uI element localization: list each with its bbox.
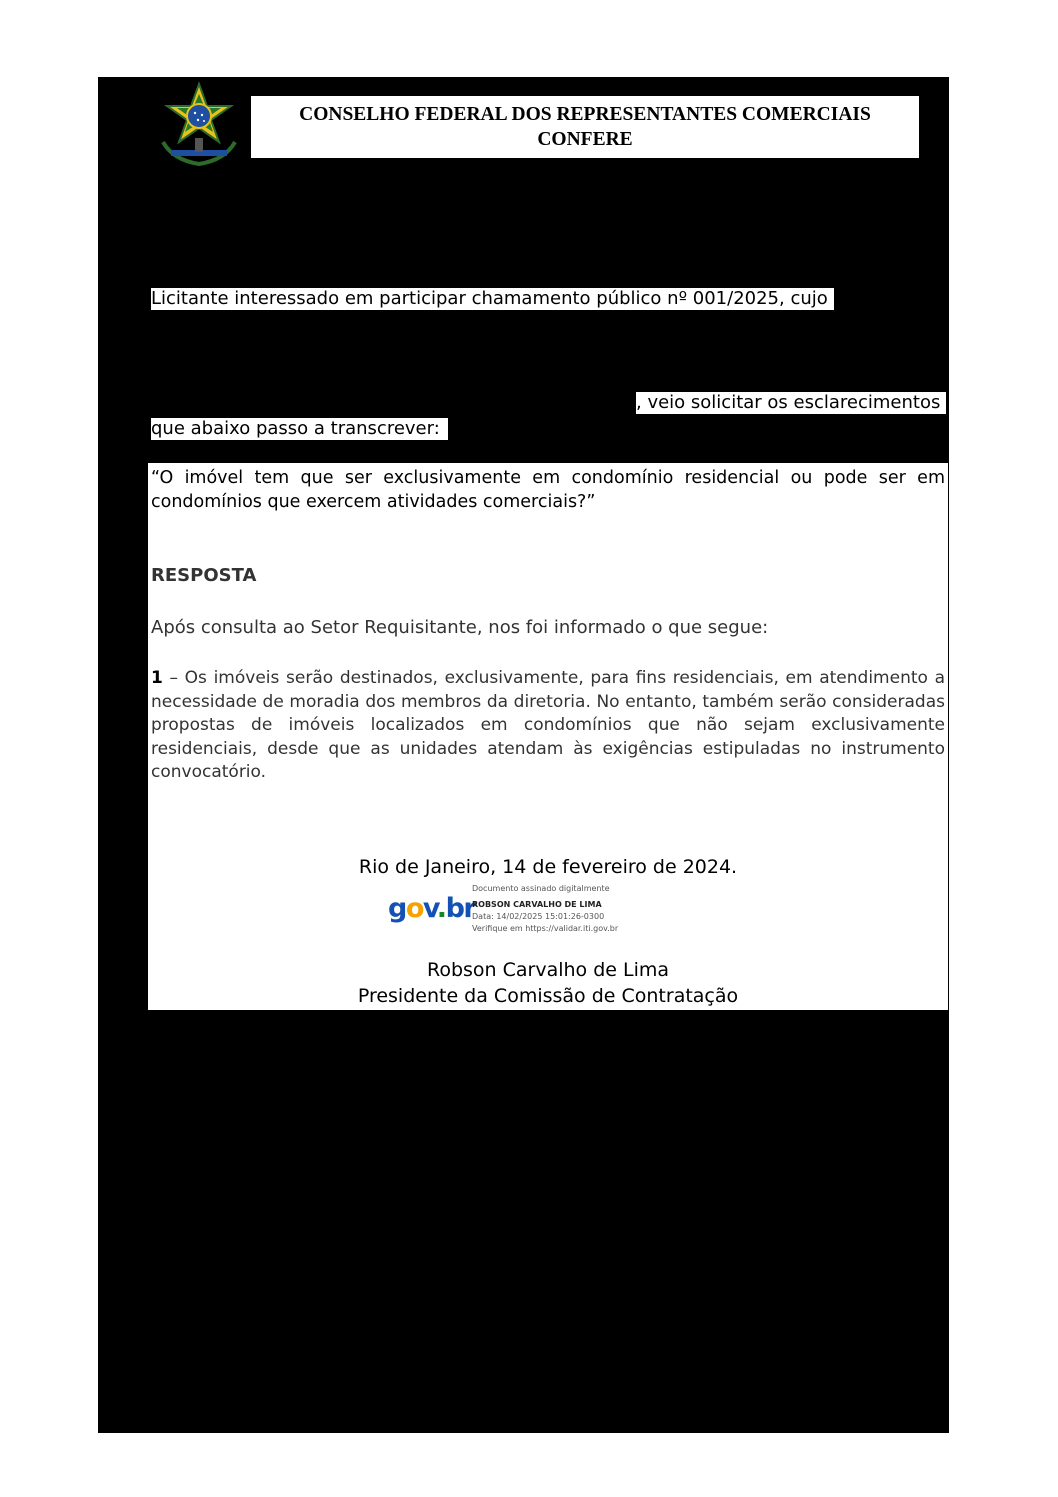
signature-date: Data: 14/02/2025 15:01:26-0300 xyxy=(472,912,605,921)
digital-signature-stamp xyxy=(388,881,648,941)
intro-line1: Licitante interessado em participar chamamento público nº 001/2025, cujo xyxy=(151,288,834,310)
answer-item-text: – Os imóveis serão destinados, exclusivamente, para fins residenciais, em atendimento a necessidade de moradia dos membros da diretoria. No entanto, também serão consideradas propostas de imóveis localizados em condomínios que não sejam exclusivamente residenciais, desde que as unidades atendam às exigências estipuladas no instrumento convocatório. xyxy=(151,668,945,782)
answer-consulta: Após consulta ao Setor Requisitante, nos foi informado o que segue: xyxy=(151,617,769,638)
signature-name: ROBSON CARVALHO DE LIMA xyxy=(472,900,602,909)
header-title-line1: CONSELHO FEDERAL DOS REPRESENTANTES COMERCIAIS xyxy=(299,104,871,125)
brazil-coat-of-arms-icon xyxy=(153,80,245,166)
signer-name: Robson Carvalho de Lima xyxy=(426,959,670,981)
govbr-logo: gov.br xyxy=(388,893,476,924)
signature-verify: Verifique em https://validar.iti.gov.br xyxy=(472,924,619,933)
signer-role: Presidente da Comissão de Contratação xyxy=(357,985,739,1007)
signature-line1: Documento assinado digitalmente xyxy=(472,884,610,893)
header-title-line2: CONFERE xyxy=(537,129,633,150)
intro-line2: , veio solicitar os esclarecimentos xyxy=(636,392,946,414)
header-title xyxy=(251,96,919,158)
document-body xyxy=(148,463,948,1010)
answer-heading: RESPOSTA xyxy=(151,565,257,586)
answer-item-1 xyxy=(151,667,945,785)
signature-details xyxy=(472,883,618,935)
intro-line3: que abaixo passo a transcrever: xyxy=(151,418,448,440)
answer-item-number: 1 xyxy=(151,668,163,688)
closing-date: Rio de Janeiro, 14 de fevereiro de 2024. xyxy=(358,856,738,878)
question-quote: “O imóvel tem que ser exclusivamente em condomínio residencial ou pode ser em condomínios que exercem atividades comerciais?” xyxy=(151,468,945,512)
